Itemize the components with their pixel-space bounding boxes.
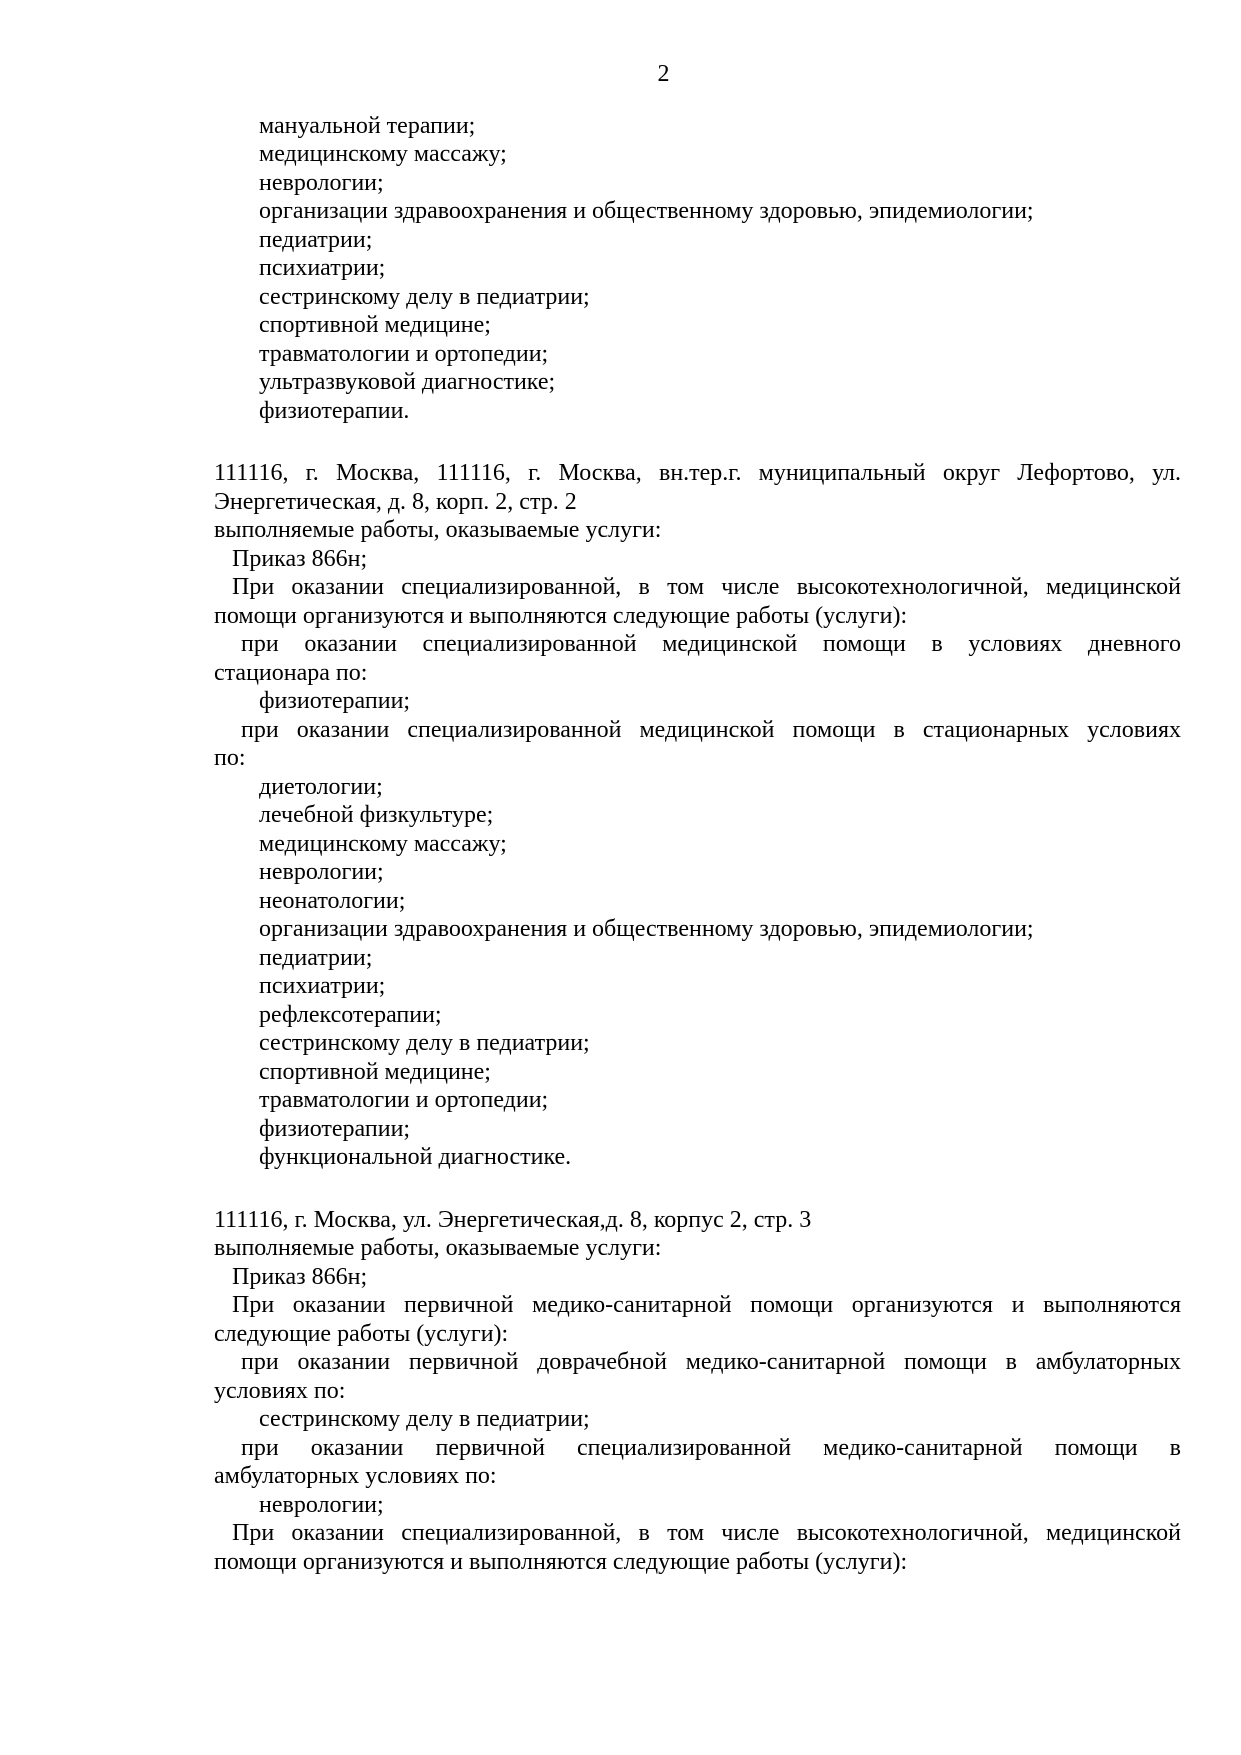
text-line: сестринскому делу в педиатрии; (259, 1030, 590, 1056)
text-line: условиях по: (214, 1377, 346, 1404)
text-line: 111116, г. Москва, ул. Энергетическая,д. 8, корпус 2, стр. 3 (214, 1206, 812, 1233)
text-line: организации здравоохранения и общественному здоровью, эпидемиологии; (259, 198, 1034, 224)
text-line: по: (214, 745, 246, 771)
text-line: медицинскому массажу; (259, 830, 507, 857)
text-line: При оказании специализированной, в том числе высокотехнологичной, медицинской (232, 1520, 1181, 1546)
text-line: Энергетическая, д. 8, корп. 2, стр. 2 (214, 488, 577, 515)
text-line: психиатрии; (259, 255, 386, 281)
text-line: при оказании специализированной медицинской помощи в условиях дневного (241, 631, 1181, 657)
text-line: травматологии и ортопедии; (259, 340, 549, 367)
document-lines (214, 112, 1181, 1577)
text-line: Приказ 866н; (232, 545, 368, 572)
text-line: педиатрии; (259, 226, 373, 253)
text-line: рефлексотерапии; (259, 1001, 442, 1028)
text-line: помощи организуются и выполняются следующие работы (услуги): (214, 602, 908, 629)
text-line: психиатрии; (259, 973, 386, 999)
text-line: медицинскому массажу; (259, 141, 507, 167)
text-line: выполняемые работы, оказываемые услуги: (214, 517, 662, 543)
text-line: физиотерапии; (259, 1115, 411, 1142)
text-line: спортивной медицине; (259, 1058, 491, 1085)
text-line: лечебной физкультуре; (259, 802, 494, 828)
text-line: выполняемые работы, оказываемые услуги: (214, 1235, 662, 1261)
text-line: сестринскому делу в педиатрии; (259, 1406, 590, 1432)
page-number: 2 (657, 61, 670, 87)
text-line: неврологии; (259, 859, 384, 885)
text-line: физиотерапии. (259, 397, 410, 424)
text-line: при оказании первичной доврачебной медико-санитарной помощи в амбулаторных (241, 1349, 1181, 1375)
text-line: неонатологии; (259, 887, 406, 914)
text-line: Приказ 866н; (232, 1263, 368, 1290)
text-line: мануальной терапии; (259, 112, 476, 139)
text-line: При оказании специализированной, в том числе высокотехнологичной, медицинской (232, 574, 1181, 600)
text-line: следующие работы (услуги): (214, 1320, 509, 1347)
text-line: физиотерапии; (259, 688, 411, 714)
text-line: функциональной диагностике. (259, 1144, 572, 1170)
text-line: сестринскому делу в педиатрии; (259, 283, 590, 310)
text-line: травматологии и ортопедии; (259, 1087, 549, 1113)
text-line: педиатрии; (259, 944, 373, 971)
text-line: спортивной медицине; (259, 312, 491, 338)
text-line: неврологии; (259, 169, 384, 196)
text-line: помощи организуются и выполняются следующие работы (услуги): (214, 1548, 908, 1575)
text-line: При оказании первичной медико-санитарной помощи организуются и выполняются (232, 1292, 1181, 1318)
text-line: при оказании первичной специализированной медико-санитарной помощи в (241, 1434, 1181, 1461)
text-line: 111116, г. Москва, 111116, г. Москва, вн.тер.г. муниципальный округ Лефортово, ул. (214, 460, 1181, 486)
text-line: диетологии; (259, 773, 383, 800)
text-line: при оказании специализированной медицинской помощи в стационарных условиях (241, 716, 1181, 743)
text-line: неврологии; (259, 1491, 384, 1518)
document-text-block (214, 60, 1181, 1576)
text-line: стационара по: (214, 659, 368, 686)
text-line: амбулаторных условиях по: (214, 1463, 497, 1489)
text-line: организации здравоохранения и общественному здоровью, эпидемиологии; (259, 916, 1034, 942)
text-line: ультразвуковой диагностике; (259, 369, 556, 395)
